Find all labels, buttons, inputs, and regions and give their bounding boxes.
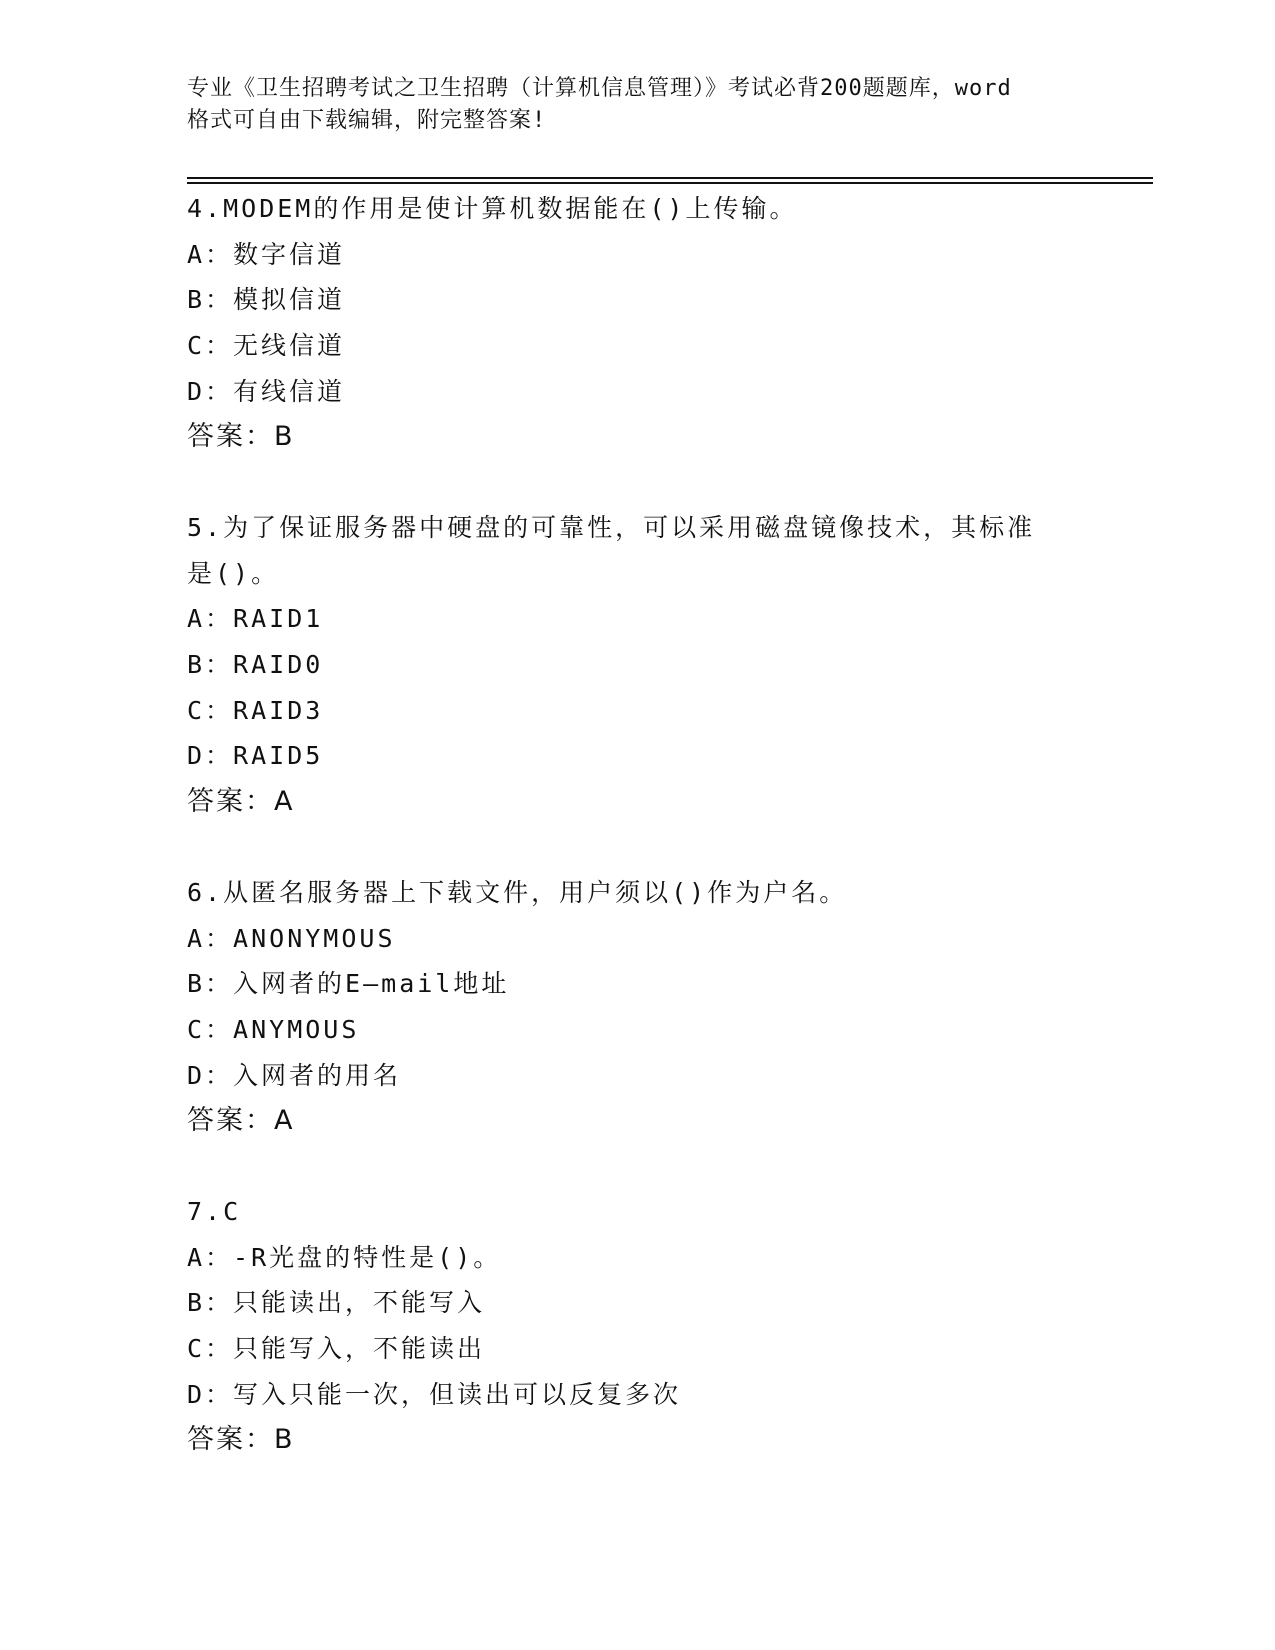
option-b: B：只能读出，不能写入: [187, 1288, 486, 1318]
option-a: A：-R光盘的特性是()。: [187, 1242, 502, 1272]
option-d: D：写入只能一次，但读出可以反复多次: [187, 1379, 682, 1409]
header-line-1: 专业《卫生招聘考试之卫生招聘（计算机信息管理）》考试必背200题题库，word: [187, 76, 1012, 101]
option-d: D：RAID5: [187, 741, 324, 771]
answer-label: 答案：B: [187, 1424, 295, 1456]
option-c: C：ANYMOUS: [187, 1015, 360, 1045]
option-b: B：RAID0: [187, 650, 324, 680]
question-stem-continued: 是()。: [187, 558, 280, 588]
question-stem: 5.为了保证服务器中硬盘的可靠性，可以采用磁盘镜像技术，其标准: [187, 513, 1036, 542]
option-b: B：入网者的E—mail地址: [187, 969, 510, 999]
answer-label: 答案：A: [187, 786, 295, 818]
document-header: [187, 73, 1087, 137]
question-7: [187, 1189, 1087, 1463]
option-d: D：入网者的用名: [187, 1060, 402, 1090]
option-a: A：数字信道: [187, 239, 346, 269]
option-c: C：只能写入，不能读出: [187, 1334, 486, 1364]
question-5: [187, 505, 1087, 825]
question-stem: 7.C: [187, 1197, 242, 1226]
option-d: D：有线信道: [187, 376, 346, 406]
answer-label: 答案：A: [187, 1105, 295, 1137]
question-stem: 4.MODEM的作用是使计算机数据能在()上传输。: [187, 194, 798, 223]
question-4: [187, 186, 1087, 460]
option-c: C：无线信道: [187, 331, 346, 361]
question-stem: 6.从匿名服务器上下载文件，用户须以()作为户名。: [187, 878, 848, 907]
header-divider-bottom: [187, 182, 1153, 184]
answer-label: 答案：B: [187, 421, 295, 453]
option-b: B：模拟信道: [187, 285, 346, 315]
header-divider-top: [187, 177, 1153, 179]
option-c: C：RAID3: [187, 695, 324, 725]
question-6: [187, 870, 1087, 1144]
header-line-2: 格式可自由下载编辑，附完整答案!: [187, 108, 547, 133]
option-a: A：ANONYMOUS: [187, 923, 396, 953]
option-a: A：RAID1: [187, 604, 324, 634]
